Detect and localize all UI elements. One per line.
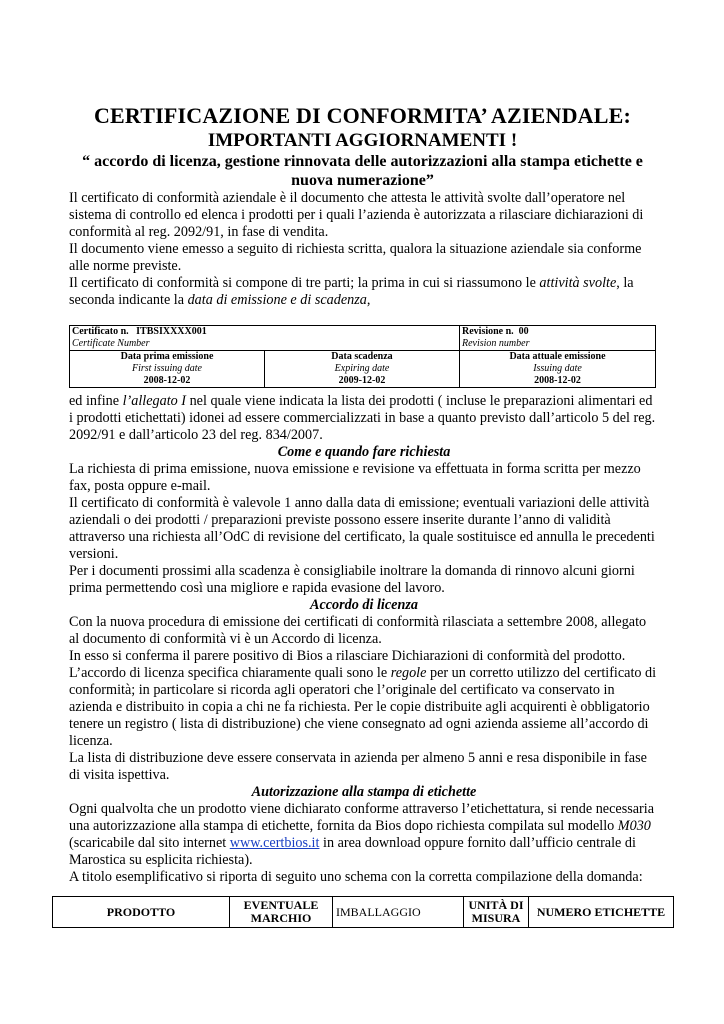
intro-paragraph-3: Il certificato di conformità si compone di tre parti; la prima in cui si riassumono le attività svolte, la seconda indicante la data di emissione e di scadenza, xyxy=(69,275,634,308)
section-heading-labels: Autorizzazione alla stampa di etichette xyxy=(251,784,477,800)
expiring-date-cell: Data scadenza Expiring date 2009-12-02 xyxy=(265,351,460,388)
header-marchio: EVENTUALE MARCHIO xyxy=(230,897,333,928)
intro-paragraph-2: Il documento viene emesso a seguito di richiesta scritta, qualora la situazione aziendale sia conforme alle norme previste. xyxy=(69,241,642,274)
issuing-date-cell: Data attuale emissione Issuing date 2008-12-02 xyxy=(460,351,656,388)
labels-paragraph-1: Ogni qualvolta che un prodotto viene dichiarato conforme attraverso l’etichettatura, si rende necessaria una autorizzazione alla stampa di etichette, fornita da Bios dopo richiesta compilata sul modello M030 (scaricabile dal sito internet www.certbios.it in area download oppure fornito dall’ufficio centrale di Marostica su esplicita richiesta). xyxy=(69,801,654,868)
subtitle: IMPORTANTI AGGIORNAMENTI ! xyxy=(207,130,518,151)
after-table-paragraph: ed infine l’allegato I nel quale viene indicata la lista dei prodotti ( incluse le preparazioni alimentari ed i prodotti etichettati) idonei ad essere commercializzati in base a quanto previsto dall’articolo 5 del reg. 2092/91 e dall’articolo 23 del reg. 834/2007. xyxy=(69,393,656,443)
certbios-link[interactable]: www.certbios.it xyxy=(229,835,320,851)
header-imballaggio: IMBALLAGGIO xyxy=(333,897,464,928)
main-title: CERTIFICAZIONE DI CONFORMITA’ AZIENDALE: xyxy=(93,103,632,128)
label-request-table xyxy=(52,896,674,928)
body-section xyxy=(69,393,659,886)
first-issuing-date-cell: Data prima emissione First issuing date 2008-12-02 xyxy=(70,351,265,388)
intro-section xyxy=(69,190,659,309)
certificate-table xyxy=(69,325,656,388)
intro-paragraph-1: Il certificato di conformità aziendale è il documento che attesta le attività svolte dall’operatore nel sistema di controllo ed elenca i prodotti per i quali l’azienda è autorizzata a rilasciare dichiarazioni di conformità al reg. 2092/91, in fase di vendita. xyxy=(69,190,644,240)
header-prodotto: PRODOTTO xyxy=(53,897,230,928)
header-unita-misura: UNITÀ DI MISURA xyxy=(464,897,529,928)
section-heading-license: Accordo di licenza xyxy=(310,597,418,613)
license-paragraph-1: Con la nuova procedura di emissione dei certificati di conformità rilasciata a settembre 2008, allegato al documento di conformità vi è un Accordo di licenza. xyxy=(69,614,647,647)
header-numero-etichette: NUMERO ETICHETTE xyxy=(529,897,674,928)
request-paragraph-2: Il certificato di conformità è valevole 1 anno dalla data di emissione; eventuali variazioni delle attività aziendali o dei prodotti / preparazioni previste possono essere inserite durante l’anno di validità attraverso una richiesta all’OdC di revisione del certificato, la quale sostituisce ed annulla le precedenti versioni. xyxy=(69,495,655,562)
request-paragraph-1: La richiesta di prima emissione, nuova emissione e revisione va effettuata in forma scritta per mezzo fax, posta oppure e-mail. xyxy=(69,461,641,494)
request-paragraph-3: Per i documenti prossimi alla scadenza è consigliabile inoltrare la domanda di rinnovo alcuni giorni prima permettendo così una migliore e rapida evasione del lavoro. xyxy=(69,563,635,596)
license-paragraph-4: La lista di distribuzione deve essere conservata in azienda per almeno 5 anni e resa disponibile in fase di visita ispettiva. xyxy=(69,750,647,783)
certificate-number-cell: Certificato n. ITBSIXXXX001 Certificate Number xyxy=(70,326,460,351)
labels-paragraph-2: A titolo esemplificativo si riporta di seguito uno schema con la corretta compilazione della domanda: xyxy=(69,869,643,885)
revision-number-cell: Revisione n. 00 Revision number xyxy=(460,326,656,351)
license-paragraph-3: L’accordo di licenza specifica chiaramente quali sono le regole per un corretto utilizzo del certificato di conformità; in particolare si ricorda agli operatori che l’originale del certificato va conservato in azienda e distribuito in copia a chi ne fa richiesta. Per le copie distribuite agli acquirenti è obbligatorio tenere un registro ( lista di distribuzione) che viene consegnato ad ogni azienda assieme all’accordo di licenza. xyxy=(69,665,657,749)
subheading-quote: “ accordo di licenza, gestione rinnovata delle autorizzazioni alla stampa etichette e nuova numerazione” xyxy=(82,153,643,189)
section-heading-request: Come e quando fare richiesta xyxy=(277,444,451,460)
license-paragraph-2: In esso si conferma il parere positivo di Bios a rilasciare Dichiarazioni di conformità del prodotto. xyxy=(69,648,626,664)
